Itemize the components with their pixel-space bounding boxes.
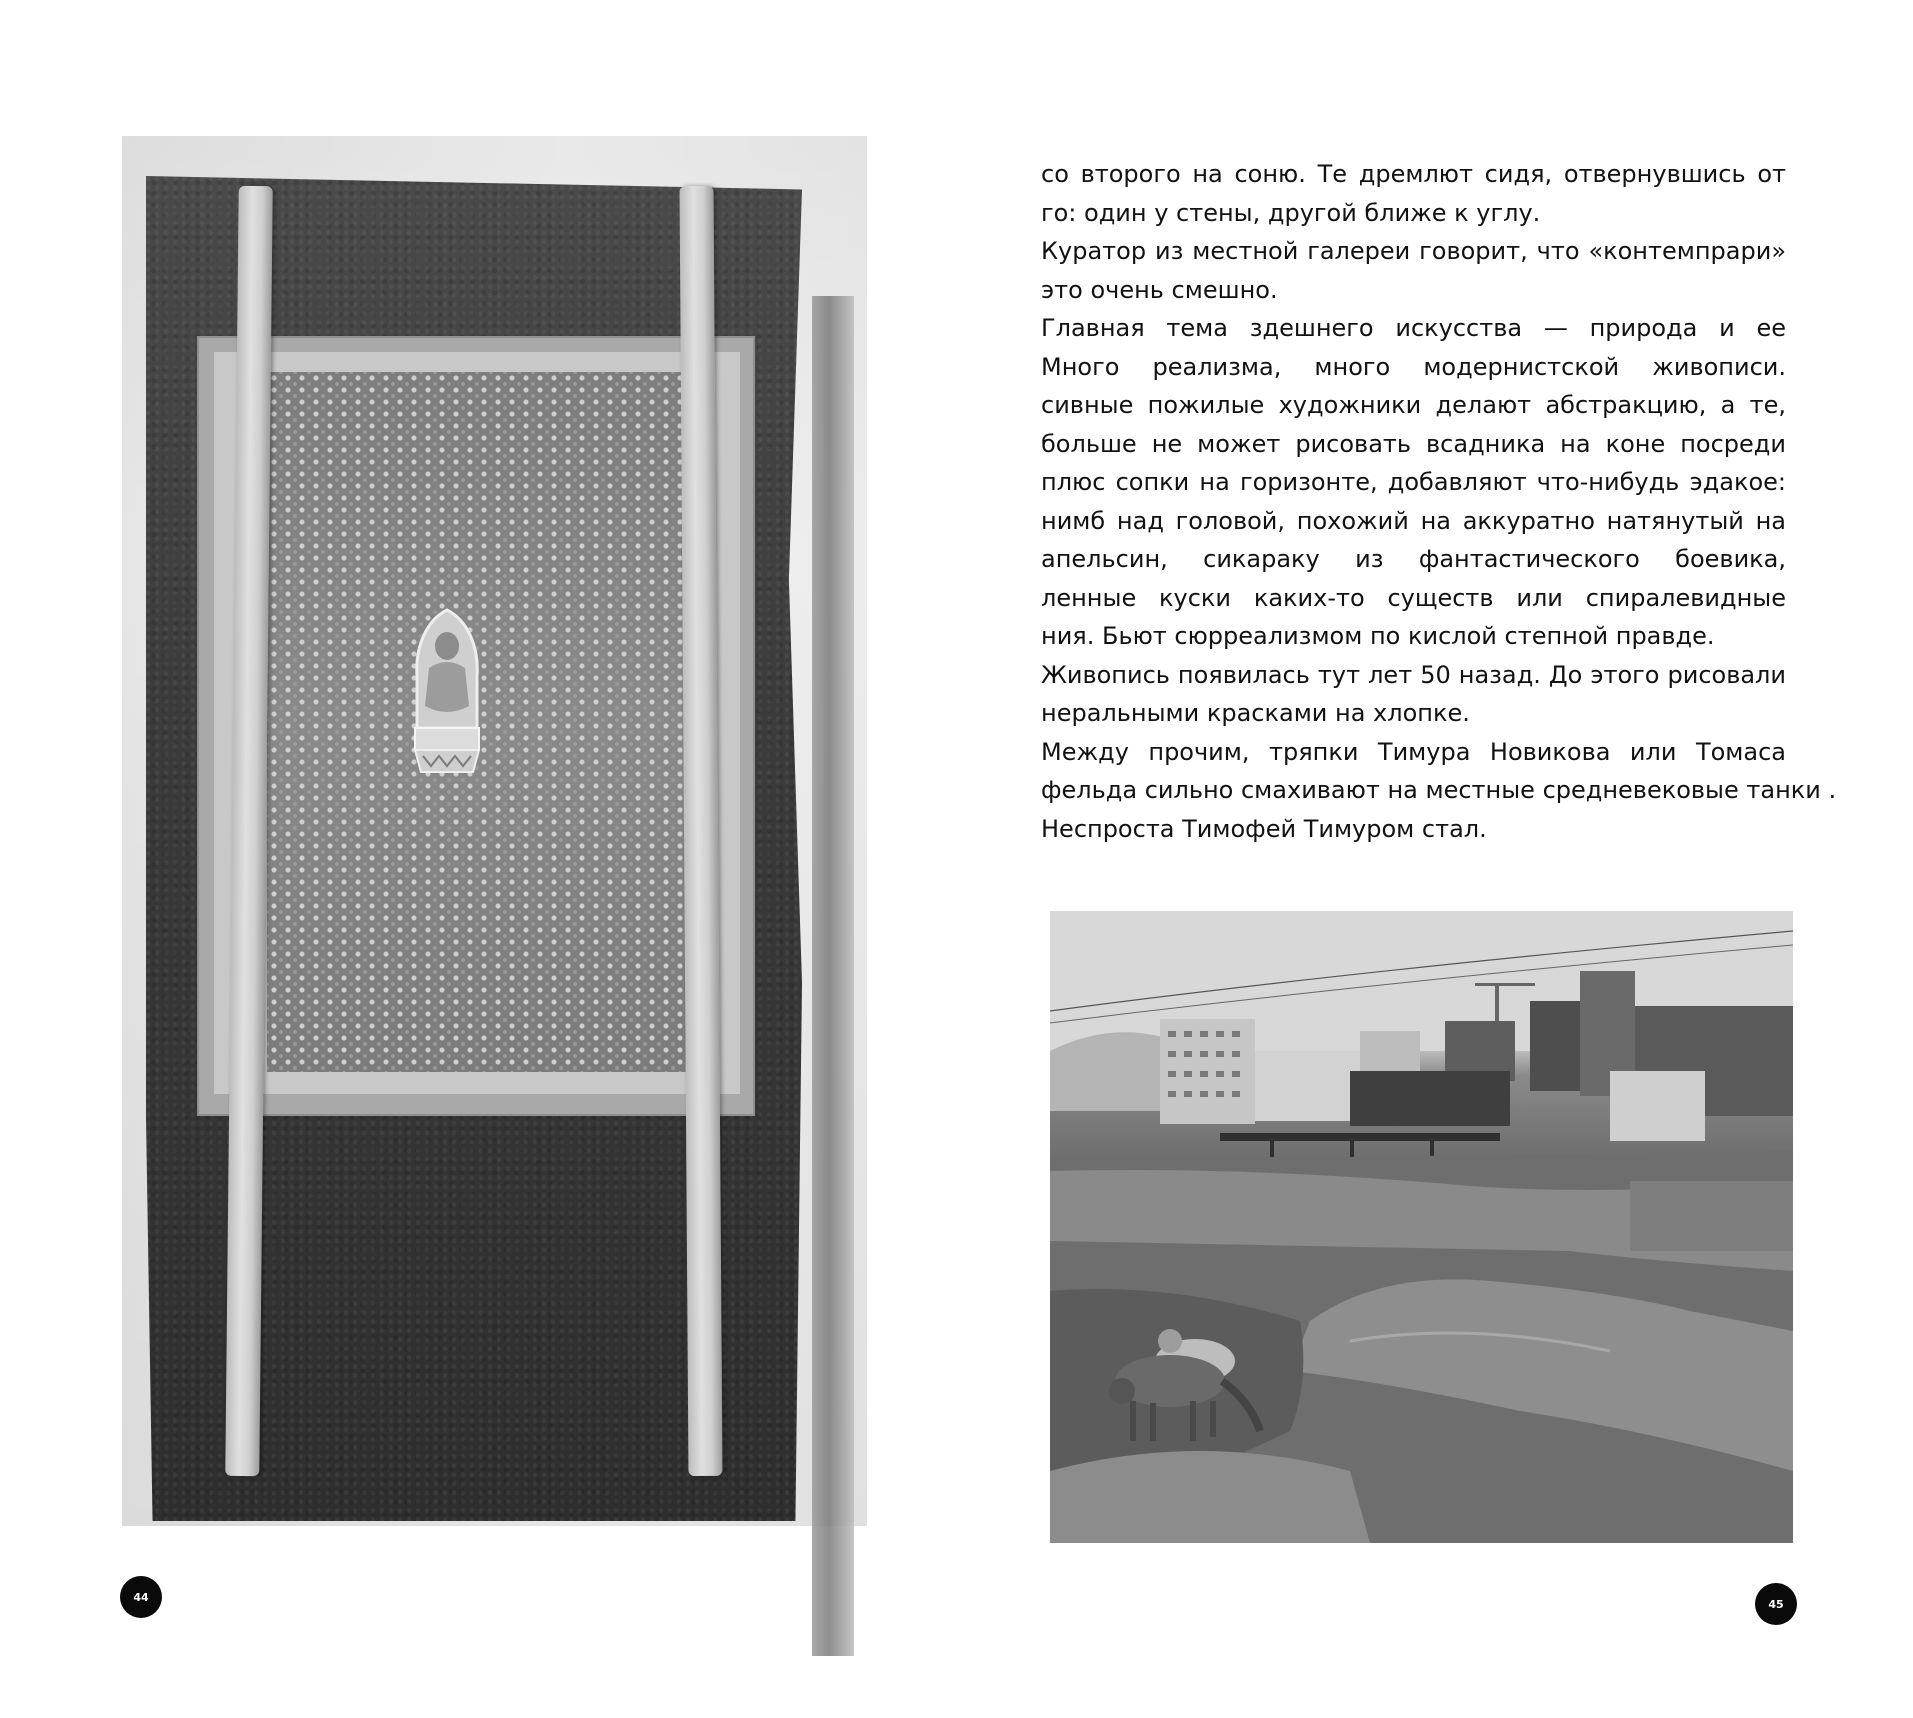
paragraph-2 [1041, 232, 1786, 309]
text-line: Неспроста Тимофей Тимуром стал. [1041, 814, 1487, 843]
text-line: Много реализма, много модернистской живописи. [1041, 352, 1786, 381]
buddha-figure-icon [407, 606, 487, 776]
paragraph-1 [1041, 155, 1786, 232]
body-text [1041, 155, 1837, 848]
text-line: апельсин, сикараку из фантастического боевика, [1041, 545, 1786, 573]
page-number-left: 44 [120, 1576, 162, 1618]
river-scene [1050, 911, 1793, 1543]
text-line: неральными красками на хлопке. [1041, 699, 1470, 727]
text-line: плюс сопки на горизонте, добавляют что-нибудь эдакое: [1041, 468, 1786, 496]
text-line: ния. Бьют сюрреализмом по кислой степной правде. [1041, 622, 1715, 650]
text-line: больше не может рисовать всадника на коне посреди [1041, 429, 1786, 458]
thangka-side-fabric [812, 296, 854, 1656]
text-line: сивные пожилые художники делают абстракцию, а те, [1041, 391, 1786, 419]
text-line: Живопись появилась тут лет 50 назад. До этого рисовали [1041, 660, 1786, 689]
text-line: Главная тема здешнего искусства — природа и ее [1041, 314, 1786, 342]
text-line: Между прочим, тряпки Тимура Новикова или Томаса [1041, 737, 1786, 766]
text-line: фельда сильно смахивают на местные средневековые танки . [1041, 776, 1837, 804]
text-line: ленные куски каких-то существ или спиралевидные [1041, 583, 1786, 612]
thangka-photo [122, 136, 867, 1526]
paragraph-4 [1041, 656, 1786, 733]
text-line: это очень смешно. [1041, 275, 1278, 304]
river-city-photo [1050, 911, 1793, 1543]
page-number-right: 45 [1755, 1583, 1797, 1625]
text-line: го: один у стены, другой ближе к углу. [1041, 198, 1541, 227]
text-line: нимб над головой, похожий на аккуратно натянутый на [1041, 506, 1786, 535]
text-line: Куратор из местной галереи говорит, что «контемпрари» [1041, 237, 1786, 265]
text-line: со второго на соню. Те дремлют сидя, отвернувшись от [1041, 160, 1786, 188]
paragraph-3 [1041, 309, 1786, 656]
paragraph-5 [1041, 733, 1837, 849]
